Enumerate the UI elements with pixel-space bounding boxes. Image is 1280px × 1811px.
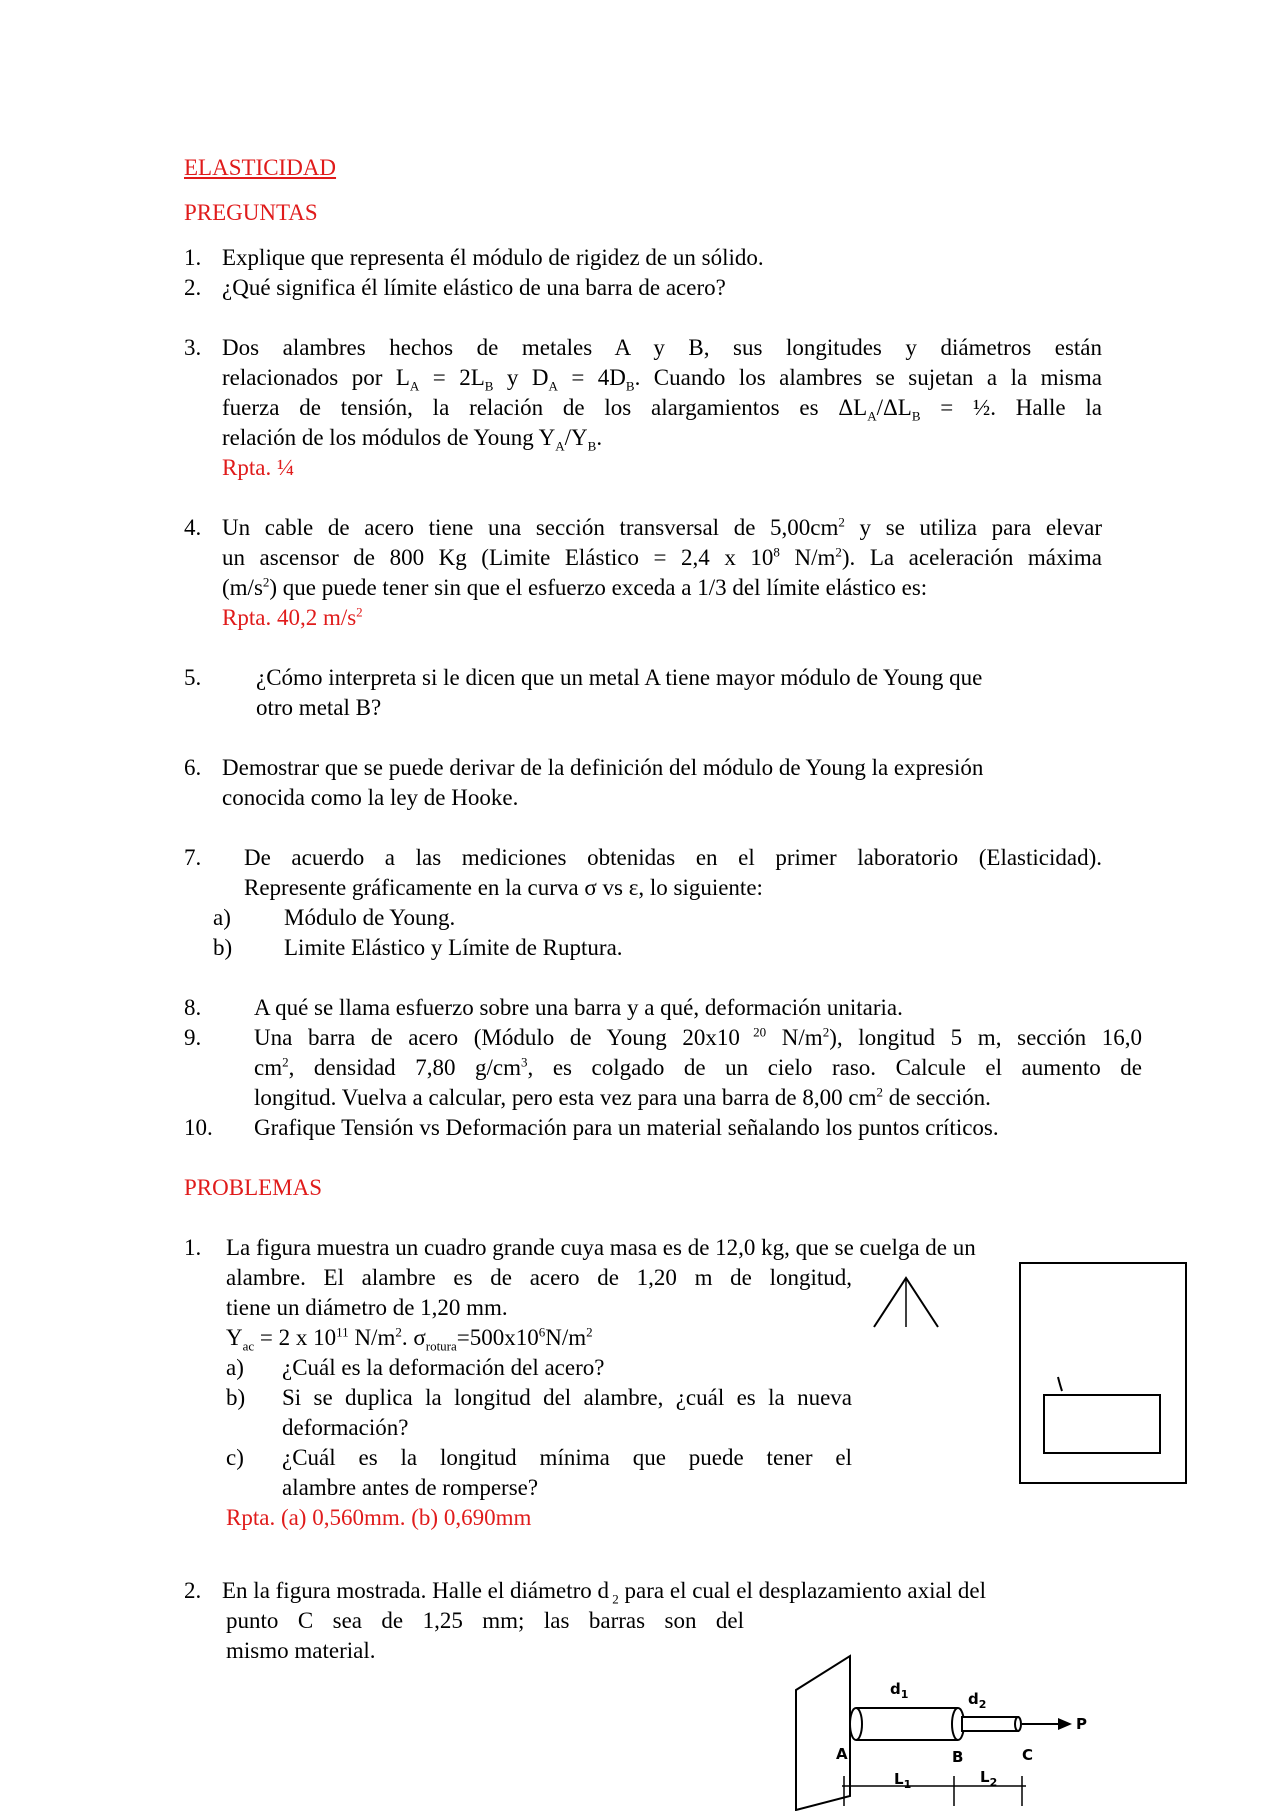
bar-1-left-end: [850, 1708, 862, 1740]
item-text: deformación?: [282, 1415, 409, 1440]
label-d2: $d_2$: [968, 1690, 987, 1711]
label-b: B: [952, 1748, 964, 1766]
bar-2: [962, 1717, 1018, 1731]
label-l2: $L_2$: [980, 1768, 998, 1789]
problemas-heading: PROBLEMAS: [184, 1175, 323, 1200]
question-text: un ascensor de 800 Kg (Limite Elástico = 2,4 x $10^8$ $N/m^2$). La aceleración máxima: [222, 544, 1102, 570]
question-number: 2.: [184, 275, 202, 300]
problem-data: $Y_{ac} = 2$ x $10^{11}$ $N/m^2$. $\sigma_{rotura}=500x10^6N/m^2$: [226, 1324, 593, 1354]
label-d1: $d_1$: [890, 1680, 909, 1701]
question-text: A qué se llama esfuerzo sobre una barra y a qué, deformación unitaria.: [254, 995, 903, 1020]
item-text: ¿Cuál es la longitud mínima que puede tener el: [282, 1445, 852, 1470]
problem-number: 2.: [184, 1578, 202, 1603]
question-number: 8.: [184, 995, 202, 1020]
question-text: Un cable de acero tiene una sección transversal de $5,00cm^2$ y se utiliza para elevar: [222, 514, 1102, 540]
problem-text: mismo material.: [226, 1638, 376, 1663]
label-l1: $L_1$: [894, 1770, 912, 1791]
item-label: c): [226, 1445, 244, 1470]
problem-text: tiene un diámetro de 1,20 mm.: [226, 1295, 508, 1320]
question-text: Grafique Tensión vs Deformación para un material señalando los puntos críticos.: [254, 1115, 999, 1140]
question-text: Represente gráficamente en la curva σ vs ε, lo siguiente:: [244, 875, 763, 900]
question-text: conocida como la ley de Hooke.: [222, 785, 519, 810]
question-number: 9.: [184, 1025, 202, 1050]
question-text: ¿Qué significa él límite elástico de una barra de acero?: [222, 275, 726, 300]
item-label: b): [213, 935, 233, 960]
question-number: 10.: [184, 1115, 213, 1140]
answer: Rpta. ¼: [222, 455, 295, 480]
problem-number: 1.: [184, 1235, 202, 1260]
wire-segment: [1058, 1377, 1062, 1391]
item-label: b): [226, 1385, 246, 1410]
label-c: C: [1022, 1746, 1034, 1764]
answer: Rpta. 40,2 $m/s^2$: [222, 604, 363, 630]
question-number: 1.: [184, 245, 202, 270]
item-text: ¿Cuál es la deformación del acero?: [282, 1355, 605, 1380]
label-a: A: [836, 1745, 848, 1763]
question-number: 4.: [184, 515, 202, 540]
problem-text: alambre. El alambre es de acero de 1,20 m de longitud,: [226, 1265, 852, 1290]
answer: Rpta. (a) 0,560mm. (b) 0,690mm: [226, 1505, 532, 1530]
question-number: 6.: [184, 755, 202, 780]
figure-hanging-picture: [860, 1255, 1200, 1485]
question-text: relacionados por $L_A = 2L_B$ y $D_A = 4D_B$. Cuando los alambres se sujetan a la misma: [222, 365, 1102, 394]
figure-bars-diagram: [790, 1646, 1120, 1811]
question-text: relación de los módulos de Young $Y_A/Y_B$.: [222, 425, 603, 454]
question-text: Una barra de acero (Módulo de Young 20x10 $^{20}$ $N/m^2$), longitud 5 m, sección 16,0: [254, 1024, 1143, 1050]
question-text: $cm^2$, densidad 7,80 $g/cm^3$, es colgado de un cielo raso. Calcule el aumento de: [254, 1054, 1142, 1080]
preguntas-heading: PREGUNTAS: [184, 200, 318, 225]
question-text: longitud. Vuelva a calcular, pero esta vez para una barra de 8,00 $cm^2$ de sección.: [254, 1084, 991, 1110]
question-number: 5.: [184, 665, 202, 690]
question-text: De acuerdo a las mediciones obtenidas en el primer laboratorio (Elasticidad).: [244, 845, 1102, 870]
question-text: fuerza de tensión, la relación de los alargamientos es $\Delta L_A/\Delta L_B$ = ½. Halle la: [222, 395, 1102, 424]
problem-text: La figura muestra un cuadro grande cuya masa es de 12,0 kg, que se cuelga de un: [226, 1235, 976, 1260]
item-text: Limite Elástico y Límite de Ruptura.: [284, 935, 623, 960]
label-p: P: [1076, 1715, 1087, 1733]
item-label: a): [213, 905, 231, 930]
problem-text: En la figura mostrada. Halle el diámetro d $_2$ para el cual el desplazamiento axial del: [222, 1578, 986, 1607]
bar-2-end: [1015, 1717, 1021, 1731]
question-text: Demostrar que se puede derivar de la definición del módulo de Young la expresión: [222, 755, 984, 780]
item-label: a): [226, 1355, 244, 1380]
force-arrow-icon: [1058, 1718, 1072, 1730]
question-text: ¿Cómo interpreta si le dicen que un metal A tiene mayor módulo de Young que: [256, 665, 983, 690]
question-number: 3.: [184, 335, 202, 360]
item-text: Si se duplica la longitud del alambre, ¿cuál es la nueva: [282, 1385, 852, 1410]
question-text: Explique que representa él módulo de rigidez de un sólido.: [222, 245, 764, 270]
question-text: Dos alambres hechos de metales A y B, sus longitudes y diámetros están: [222, 335, 1102, 360]
picture-box: [1044, 1395, 1160, 1453]
item-text: alambre antes de romperse?: [282, 1475, 539, 1500]
question-number: 7.: [184, 845, 202, 870]
question-text: otro metal B?: [256, 695, 382, 720]
question-text: $(m/s^2)$ que puede tener sin que el esfuerzo exceda a 1/3 del límite elástico es:: [222, 574, 928, 600]
item-text: Módulo de Young.: [284, 905, 456, 930]
wall: [796, 1656, 850, 1810]
document-title: ELASTICIDAD: [184, 155, 337, 180]
problem-text: punto C sea de 1,25 mm; las barras son del: [226, 1608, 744, 1633]
